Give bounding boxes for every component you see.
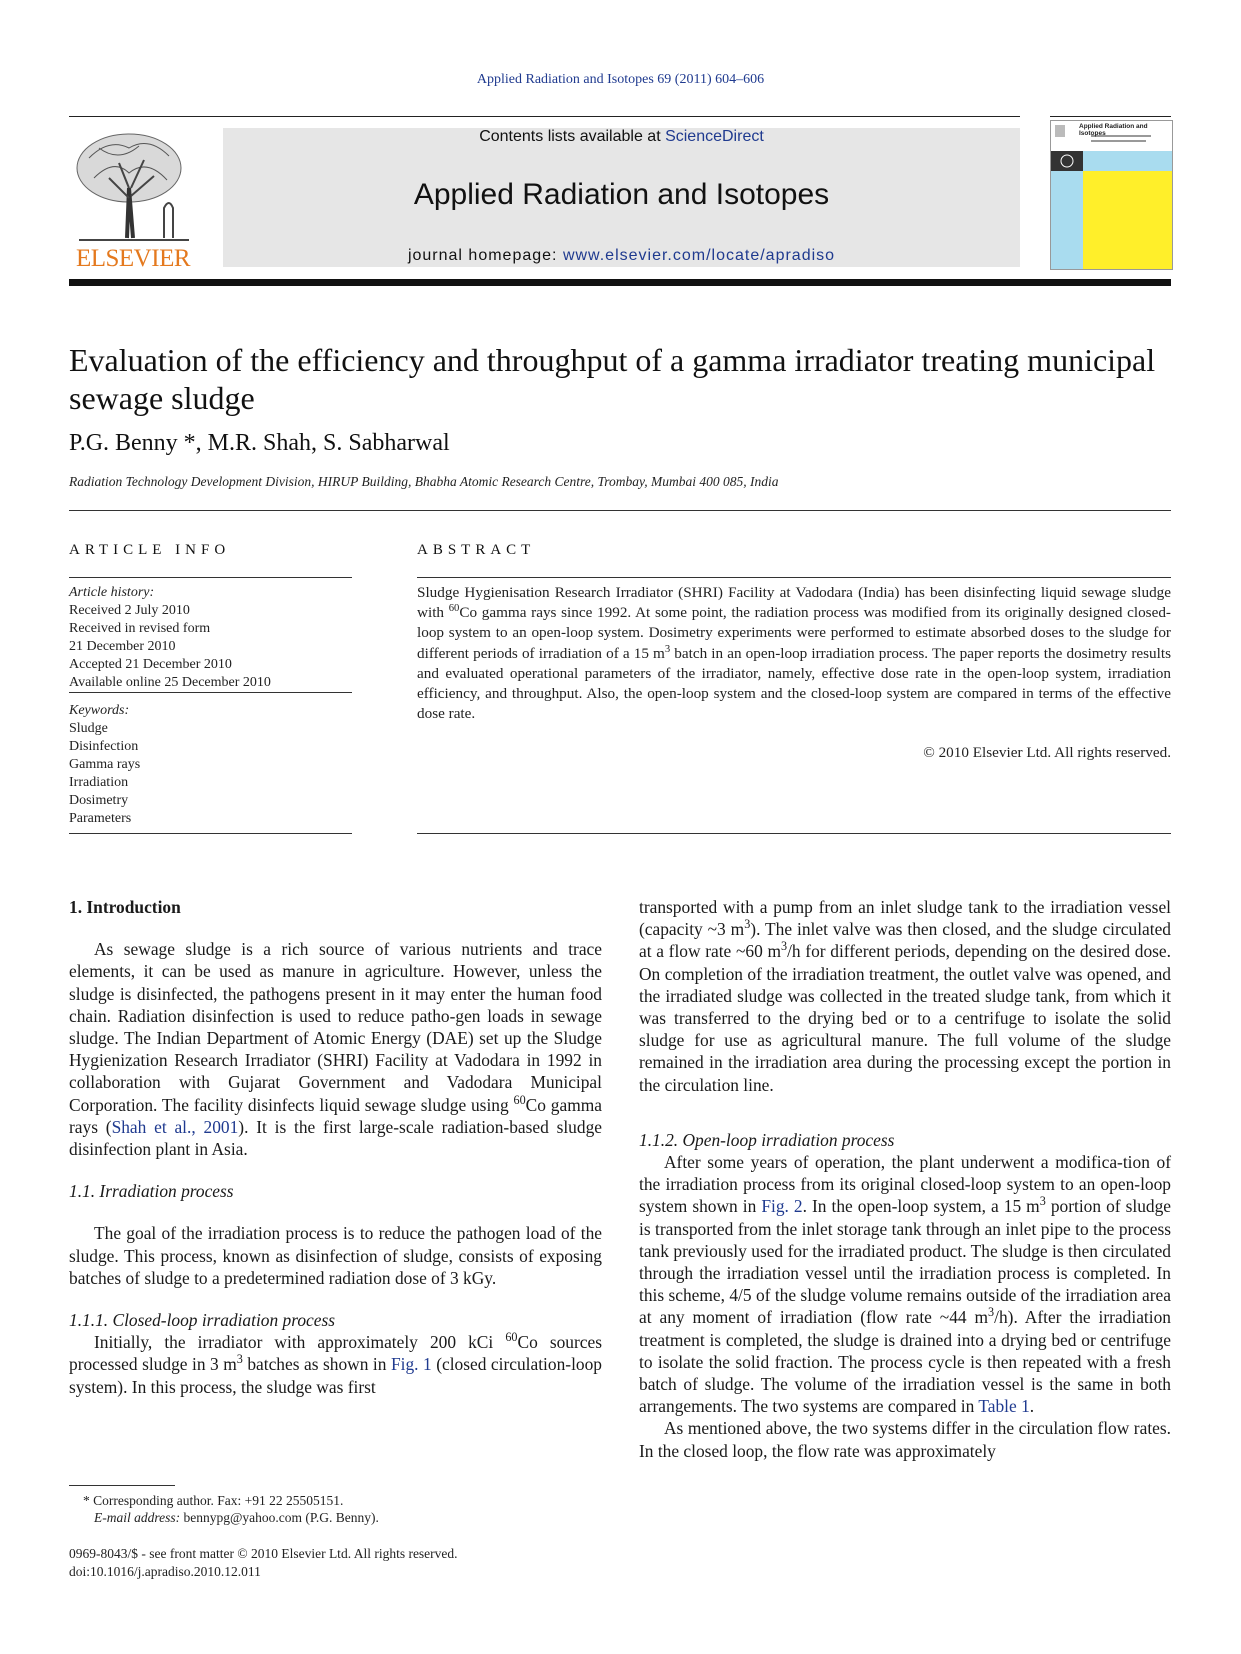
citation-link[interactable]: Shah et al., 2001	[111, 1116, 239, 1137]
header-rule-right	[1050, 116, 1171, 117]
keyword-item: Dosimetry	[69, 793, 129, 808]
text-run: (closed circulation-loop system). In this process, the sludge was first	[69, 1354, 602, 1397]
abstract-copyright: © 2010 Elsevier Ltd. All rights reserved.	[923, 744, 1171, 761]
subsection-heading-open-loop: 1.1.2. Open-loop irradiation process	[639, 1129, 895, 1150]
homepage-line	[223, 247, 1020, 265]
keyword-item: Irradiation	[69, 775, 129, 790]
text-run: /h). After the irradiation treatment is completed, the sludge is drained into a drying bed or centrifuge to isolate the solid fraction. The process cycle is then repeated with a fresh batch of sludge. The volume of the irradiation vessel is the same in both arrangements. The two systems are compared in	[639, 1307, 1171, 1417]
abstract-heading: ABSTRACT	[417, 542, 536, 558]
open-loop-paragraph	[639, 1151, 1171, 1417]
keyword-item: Gamma rays	[69, 757, 141, 772]
history-label: Article history:	[69, 585, 155, 600]
history-item: Received in revised form	[69, 621, 211, 636]
journal-title: Applied Radiation and Isotopes	[413, 178, 830, 211]
email-label: E-mail address:	[94, 1510, 184, 1525]
flow-rate-paragraph: As mentioned above, the two systems differ in the circulation flow rates. In the closed loop, the flow rate was approximately	[639, 1418, 1171, 1461]
corresponding-author-note: * Corresponding author. Fax: +91 22 25505151.	[83, 1493, 344, 1508]
issn-line: 0969-8043/$ - see front matter © 2010 Elsevier Ltd. All rights reserved.	[69, 1546, 458, 1561]
history-item: Accepted 21 December 2010	[69, 657, 232, 672]
left-column	[69, 896, 602, 1398]
keyword-item: Parameters	[69, 811, 132, 826]
journal-cover-thumbnail[interactable]	[1050, 120, 1173, 270]
subsection-heading-closed-loop: 1.1.1. Closed-loop irradiation process	[69, 1310, 336, 1331]
contents-prefix: Contents lists available at	[479, 128, 666, 145]
footnote	[69, 1492, 379, 1526]
cubic-superscript: 3	[744, 917, 751, 932]
closed-loop-continued	[639, 896, 1171, 1096]
text-run: ). The inlet valve was then closed, and the sludge circulated at a flow rate ~60 m	[639, 919, 1172, 962]
info-rule	[69, 577, 352, 578]
elsevier-wordmark: ELSEVIER	[75, 245, 191, 272]
history-item: Available online 25 December 2010	[69, 675, 271, 690]
homepage-prefix: journal homepage:	[407, 247, 563, 264]
affiliation: Radiation Technology Development Division, HIRUP Building, Bhabha Atomic Research Centre, Trombay, Mumbai 400 085, India	[69, 474, 779, 489]
text-run: .	[1029, 1396, 1035, 1417]
isotope-superscript: 60	[505, 1330, 518, 1345]
abstract-part: Sludge Hygienisation Research Irradiator (SHRI) Facility at Vadodara (India) has been disinfecting liquid sewage sludge with	[417, 584, 1171, 622]
article-title: Evaluation of the efficiency and throughput of a gamma irradiator treating municipal sewage sludge	[69, 342, 1156, 416]
subsection-heading-irradiation: 1.1. Irradiation process	[69, 1181, 234, 1202]
cubic-superscript: 3	[236, 1352, 243, 1367]
header-rule	[69, 116, 1020, 117]
cover-title: Applied Radiation and Isotopes	[1079, 123, 1148, 137]
front-matter	[69, 1545, 458, 1581]
footnote-rule	[69, 1485, 175, 1486]
contents-line	[223, 128, 1020, 146]
closed-loop-paragraph	[69, 1331, 602, 1398]
history-item: 21 December 2010	[69, 639, 176, 654]
text-run: batches as shown in	[242, 1354, 391, 1375]
text-run: Co gamma rays (	[69, 1094, 602, 1137]
tree-icon	[69, 128, 197, 246]
info-rule	[69, 833, 352, 834]
isotope-superscript: 60	[448, 603, 460, 615]
intro-paragraph	[69, 938, 602, 1160]
text-run: Initially, the irradiator with approximately 200 kCi	[94, 1332, 506, 1353]
homepage-link[interactable]: www.elsevier.com/locate/apradiso	[562, 247, 836, 264]
right-column	[639, 896, 1171, 1462]
cubic-superscript: 3	[664, 643, 671, 655]
abstract-part: batch in an open-loop irradiation process. The paper reports the dosimetry results and evaluated operational parameters of the irradiator, namely, effective dose rate in the open-loop system, irradiation efficiency, and throughput. Also, the open-loop system and the closed-loop system are compared in terms of the effective dose rate.	[417, 644, 1171, 723]
text-run: . In the open-loop system, a 15 m	[802, 1196, 1040, 1217]
article-history	[69, 584, 271, 692]
irradiation-paragraph: The goal of the irradiation process is to reduce the pathogen load of the sludge. This process, known as disinfection of sludge, consists of exposing batches of sludge to a predetermined radiation dose of 3 kGy.	[69, 1223, 602, 1288]
isotope-superscript: 60	[513, 1092, 526, 1107]
table-1-link[interactable]: Table 1	[978, 1396, 1030, 1417]
info-rule	[69, 692, 352, 693]
author-list: P.G. Benny *, M.R. Shah, S. Sabharwal	[69, 430, 450, 456]
abstract-rule	[417, 833, 1171, 834]
affiliation-rule	[69, 510, 1171, 511]
keywords	[69, 702, 140, 828]
abstract-part: Co gamma rays since 1992. At some point, the radiation process was modified from its originally designed closed-loop system to an open-loop system. Dosimetry experiments were performed to estimate absorbed doses to the sludge for different periods of irradiation of a 15 m	[417, 604, 1171, 662]
email-line	[69, 1509, 379, 1526]
text-run: As sewage sludge is a rich source of various nutrients and trace elements, it can be used as manure in agriculture. However, unless the sludge is disinfected, the pathogens present in it may enter the human food chain. Radiation disinfection is used to reduce patho-gen loads in sewage sludge. The Indian Department of Atomic Energy (DAE) set up the Sludge Hygienization Research Irradiator (SHRI) Facility at Vadodara in 1992 in collaboration with Gujarat Government and Vadodara Municipal Corporation. The facility disinfects liquid sewage sludge using	[69, 939, 602, 1115]
keywords-label: Keywords:	[69, 703, 130, 718]
history-item: Received 2 July 2010	[69, 603, 190, 618]
cubic-superscript: 3	[988, 1305, 995, 1320]
abstract-text	[417, 583, 1171, 724]
figure-1-link[interactable]: Fig. 1	[390, 1354, 432, 1375]
doi-line[interactable]: doi:10.1016/j.apradiso.2010.12.011	[69, 1564, 261, 1579]
text-run: transported with a pump from an inlet sludge tank to the irradiation vessel (capacity ~3 m	[639, 897, 1171, 940]
keyword-item: Disinfection	[69, 739, 139, 754]
cover-image-icon	[1051, 121, 1172, 269]
email-address[interactable]: bennypg@yahoo.com (P.G. Benny).	[183, 1510, 379, 1525]
abstract-rule	[417, 577, 1171, 578]
figure-2-link[interactable]: Fig. 2	[761, 1196, 803, 1217]
cubic-superscript: 3	[1039, 1194, 1046, 1209]
text-run: After some years of operation, the plant underwent a modifica-tion of the irradiation process from its original closed-loop system to an open-loop system shown in	[639, 1152, 1171, 1217]
article-info-heading: ARTICLE INFO	[69, 542, 231, 558]
text-run: /h for different periods, depending on the desired dose. On completion of the irradiation treatment, the outlet valve was opened, and the irradiated sludge was collected in the treated sludge tank, from which it was transferred to the drying bed or to a centrifuge to isolate the solid sludge for use as agricultural manure. The full volume of the sludge remained in the irradiation area during the processing except the portion in the circulation line.	[639, 941, 1171, 1095]
keyword-item: Sludge	[69, 721, 108, 736]
text-run: ). It is the first large-scale radiation-based sludge disinfection plant in Asia.	[69, 1116, 602, 1160]
text-run: Co sources processed sludge in 3 m	[69, 1332, 602, 1375]
header-thick-rule	[69, 279, 1171, 286]
sciencedirect-link[interactable]: ScienceDirect	[665, 128, 764, 145]
section-heading-introduction: 1. Introduction	[69, 897, 181, 917]
journal-reference[interactable]: Applied Radiation and Isotopes 69 (2011) 604–606	[476, 72, 765, 87]
text-run: portion of sludge is transported from the inlet storage tank through an inlet pipe to the process tank previously used for the irradiated product. The sludge is then circulated through the irradiation vessel until the irradiation process is completed. In this scheme, 4/5 of the sludge volume remains outside of the irradiation area at any moment of irradiation (flow rate ~44 m	[639, 1196, 1172, 1328]
cubic-superscript: 3	[780, 939, 788, 954]
